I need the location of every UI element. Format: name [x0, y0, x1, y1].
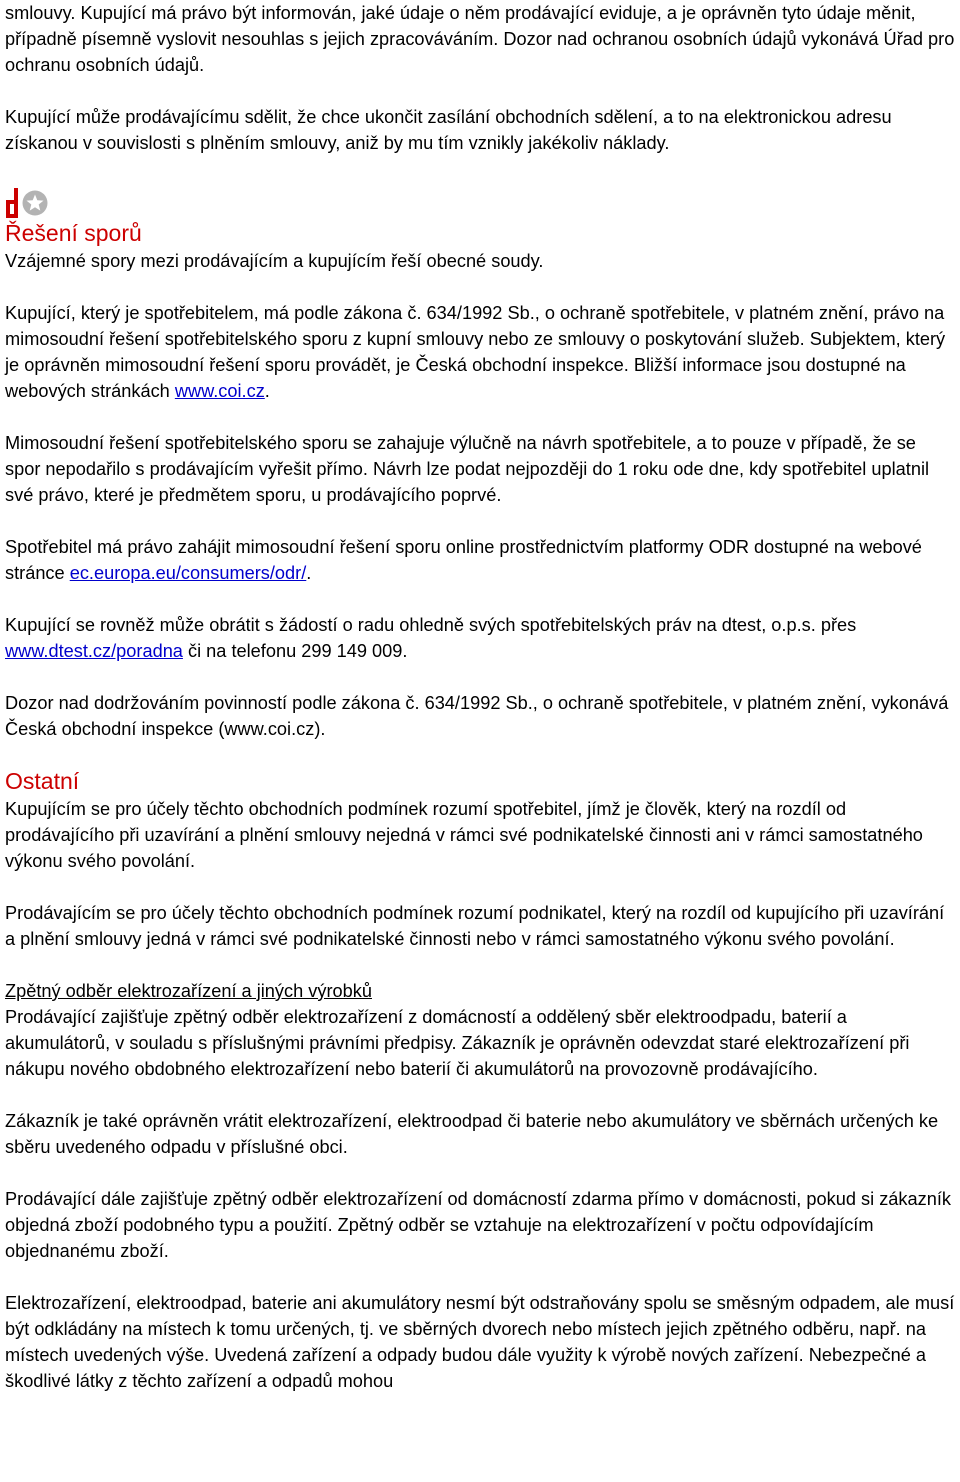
paragraph-supervision: Dozor nad dodržováním povinností podle zákona č. 634/1992 Sb., o ochraně spotřebitele, v platném znění, vykonává Česká obchodní inspekce (www.coi.cz).: [5, 693, 949, 739]
paragraph-buyer-definition: Kupujícím se pro účely těchto obchodních podmínek rozumí spotřebitel, jímž je člověk, který na rozdíl od prodávajícího při uzavírání a plnění smlouvy nejedná v rámci své podnikatelské činnosti ani v rámci samostatného výkonu svého povolání.: [5, 799, 923, 871]
paragraph-procedure: Mimosoudní řešení spotřebitelského sporu se zahajuje výlučně na návrh spotřebitele, a to pouze v případě, že se spor nepodařilo s prodávajícím vyřešit přímo. Návrh lze podat nejpozději do 1 roku ode dne, kdy spotřebitel uplatnil své právo, které je předmětem sporu, u prodávajícího poprvé.: [5, 433, 930, 505]
paragraph-seller-definition: Prodávajícím se pro účely těchto obchodních podmínek rozumí podnikatel, který na rozdíl od kupujícího při uzavírání a plnění smlouvy jedná v rámci své podnikatelské činnosti nebo v rámci samostatného výkonu svého povolání.: [5, 903, 945, 949]
paragraph-home-collection: Prodávající dále zajišťuje zpětný odběr elektrozařízení od domácností zdarma přímo v domácnosti, pokud si zákazník objedná zboží podobného typu a použití. Zpětný odběr se vztahuje na elektrozařízení v počtu odpovídajícím objednanému zboží.: [5, 1189, 951, 1261]
paragraph-dtest: Kupující se rovněž může obrátit s žádostí o radu ohledně svých spotřebitelských práv na dtest, o.p.s. přes www.dtest.cz/poradna či na telefonu 299 149 009.: [5, 615, 857, 661]
heading-other: Ostatní: [5, 768, 80, 794]
paragraph-disposal: Elektrozařízení, elektroodpad, baterie ani akumulátory nesmí být odstraňovány spolu se směsným odpadem, ale musí být odkládány na místech k tomu určených, tj. ve sběrných dvorech nebo místech jejich zpětného odběru, např. na místech uvedených výše. Uvedená zařízení a odpady budou dále využity k výrobě nových zařízení. Nebezpečné a škodlivé látky z těchto zařízení a odpadů mohou: [5, 1293, 955, 1391]
paragraph-odr: Spotřebitel má právo zahájit mimosoudní řešení sporu online prostřednictvím platformy ODR dostupné na webové stránce ec.europa.eu/consumers/odr/.: [5, 537, 922, 583]
paragraph-take-back: Prodávající zajišťuje zpětný odběr elektrozařízení z domácností a oddělený sběr elektroodpadu, baterií a akumulátorů, v souladu s příslušnými právními předpisy. Zákazník je oprávněn odevzdat staré elektrozařízení při nákupu nového obdobného elektrozařízení nebo baterií či akumulátorů na provozovně prodávajícího.: [5, 1007, 910, 1079]
paragraph-disputes-courts: Vzájemné spory mezi prodávajícím a kupujícím řeší obecné soudy.: [5, 251, 544, 271]
odr-link[interactable]: ec.europa.eu/consumers/odr/: [69, 563, 307, 583]
paragraph-commercial-messages: Kupující může prodávajícímu sdělit, že chce ukončit zasílání obchodních sdělení, a to na elektronickou adresu získanou v souvislosti s plněním smlouvy, aniž by mu tím vznikly jakékoliv náklady.: [5, 107, 892, 153]
star-icon: [22, 190, 48, 216]
heading-take-back: Zpětný odběr elektrozařízení a jiných výrobků: [5, 981, 372, 1001]
coi-link[interactable]: www.coi.cz: [174, 381, 265, 401]
paragraph-out-of-court: Kupující, který je spotřebitelem, má podle zákona č. 634/1992 Sb., o ochraně spotřebitele, v platném znění, právo na mimosoudní řešení spotřebitelského sporu z kupní smlouvy nebo ze smlouvy o poskytování služeb. Subjektem, který je oprávněn mimosoudní řešení sporu provádět, je Česká obchodní inspekce. Bližší informace jsou dostupné na webových stránkách www.coi.cz.: [5, 303, 946, 401]
paragraph-privacy: smlouvy. Kupující má právo být informován, jaké údaje o něm prodávající eviduje, a je oprávněn tyto údaje měnit, případně písemně vyslovit nesouhlas s jejich zpracováváním. Dozor nad ochranou osobních údajů vykonává Úřad pro ochranu osobních údajů.: [5, 3, 955, 75]
heading-dispute-resolution: Řešení sporů: [5, 220, 142, 246]
logo-d-icon: [5, 188, 19, 218]
paragraph-collection: Zákazník je také oprávněn vrátit elektrozařízení, elektroodpad či baterie nebo akumulátory ve sběrnách určených ke sběru uvedeného odpadu v příslušné obci.: [5, 1111, 939, 1157]
dtest-logo: [5, 186, 955, 218]
dtest-link[interactable]: www.dtest.cz/poradna: [5, 641, 183, 661]
